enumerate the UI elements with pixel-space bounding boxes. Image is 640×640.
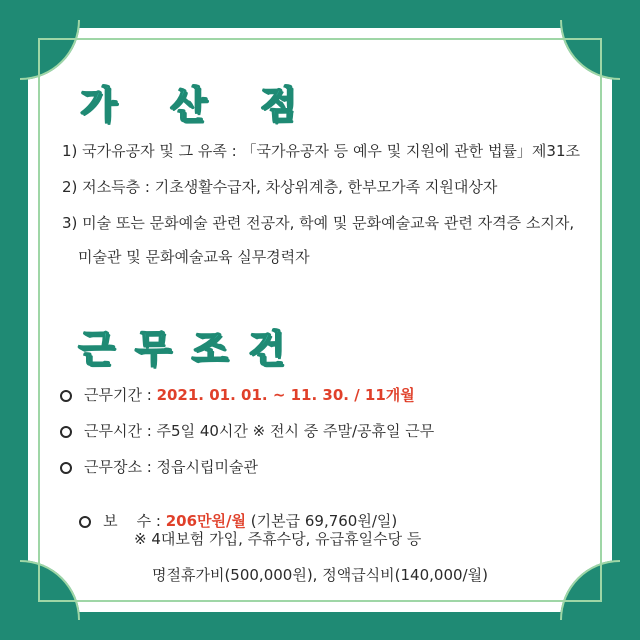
bonus-points-title: 가 산 점 bbox=[80, 83, 317, 127]
work-place-text: 근무장소 : 정읍시립미술관 bbox=[84, 458, 258, 476]
bonus-item-2: 2) 저소득층 : 기초생활수급자, 차상위계층, 한부모가족 지원대상자 bbox=[62, 178, 498, 196]
bonus-item-1: 1) 국가유공자 및 그 유족 : 「국가유공자 등 예우 및 지원에 관한 법률」제31조 bbox=[62, 142, 580, 160]
bullet-circle-icon bbox=[60, 426, 72, 438]
work-period-label: 근무기간 : bbox=[84, 386, 157, 404]
work-hours-text: 근무시간 : 주5일 40시간 ※ 전시 중 주말/공휴일 근무 bbox=[84, 422, 435, 440]
bonus-item-3-cont: 미술관 및 문화예술교육 실무경력자 bbox=[78, 248, 310, 266]
bullet-circle-icon bbox=[60, 390, 72, 402]
bullet-circle-icon bbox=[60, 462, 72, 474]
pay-value: 206만원/월 bbox=[165, 512, 246, 530]
benefits-note-2: 명절휴가비(500,000원), 정액급식비(140,000/월) bbox=[152, 566, 488, 584]
benefits-note-1: ※ 4대보험 가입, 주휴수당, 유급휴일수당 등 bbox=[134, 530, 422, 548]
pay-note: (기본급 69,760원/일) bbox=[246, 512, 398, 530]
work-conditions-title: 근무조건 bbox=[78, 327, 305, 371]
corner-ring bbox=[20, 560, 80, 620]
bonus-item-3: 3) 미술 또는 문화예술 관련 전공자, 학예 및 문화예술교육 관련 자격증 소지자, bbox=[62, 214, 575, 232]
bullet-circle-icon bbox=[79, 516, 91, 528]
corner-ring bbox=[560, 20, 620, 80]
work-period-value: 2021. 01. 01. ~ 11. 30. / 11개월 bbox=[156, 386, 415, 404]
corner-ring bbox=[560, 560, 620, 620]
corner-ring bbox=[20, 20, 80, 80]
pay-label: 보 수 : bbox=[103, 512, 166, 530]
work-place bbox=[60, 456, 258, 477]
work-hours bbox=[60, 420, 434, 441]
work-period bbox=[60, 384, 415, 405]
